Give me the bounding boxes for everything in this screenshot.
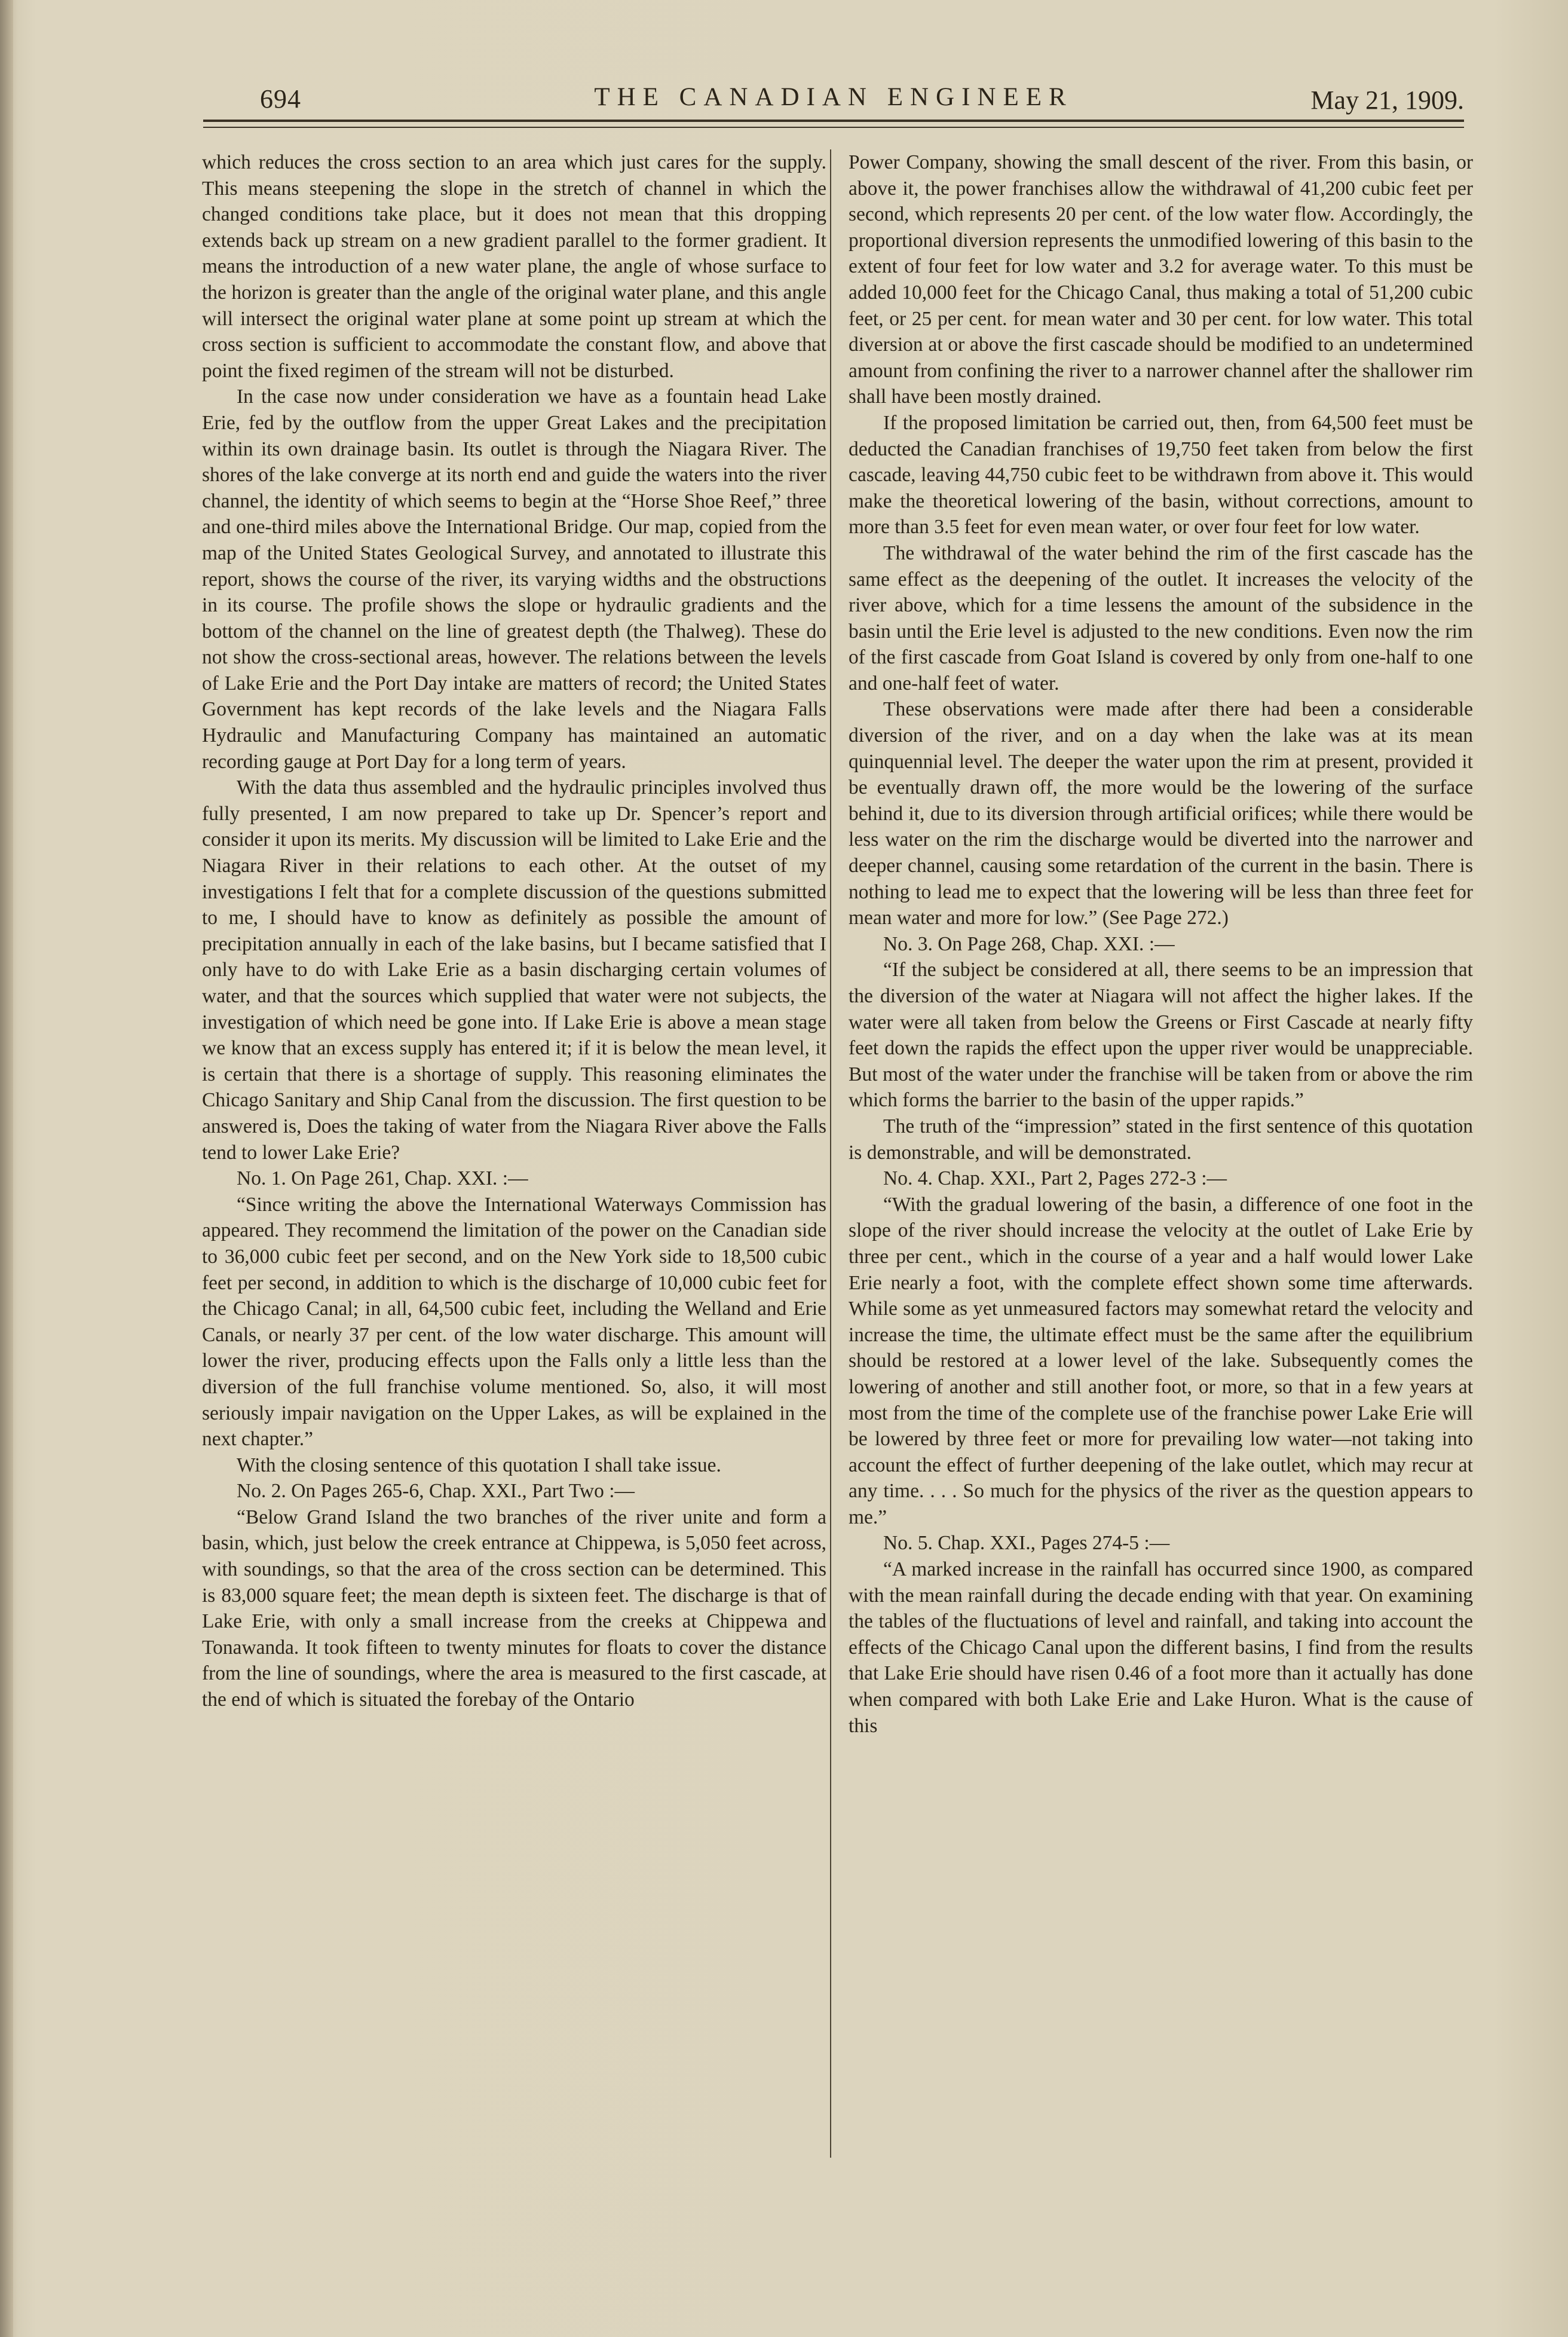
quotation: These observations were made after there had been a considerable diversion of the river, and on a day when the lake was at its mean quinquennial level. The deeper the water upon the rim at present, provided it be eventually drawn off, the more would be the lowering of the surface behind it, due to its diversion through artificial orifices; while there would be less water on the rim the discharge would be diverted into the narrower and deeper channel, causing some retardation of the current in the basin. There is nothing to lead me to expect that the lowering will be less than three feet for mean water and more for low.” (See Page 272.) xyxy=(849,698,1473,929)
paragraph: With the closing sentence of this quotation I shall take issue. xyxy=(237,1454,721,1476)
quotation: “Since writing the above the International Waterways Commission has appeared. They recommend the limitation of the power on the Canadian side to 36,000 cubic feet per second, and on the New York side to 18,500 cubic feet per second, in addition to which is the discharge of 10,000 cubic feet for the Chicago Canal; in all, 64,500 cubic feet, including the Welland and Erie Canals, or nearly 37 per cent. of the low water discharge. This amount will lower the river, producing effects upon the Falls only a little less than the diversion of the full franchise volume mentioned. So, also, it will most seriously impair navigation on the Upper Lakes, as will be explained in the next chapter.” xyxy=(202,1193,826,1451)
page-number: 694 xyxy=(260,84,301,114)
paragraph: which reduces the cross section to an area which just cares for the supply. This means steepening the slope in the stretch of channel in which the changed conditions take place, but it does not mean that this dropping extends back up stream on a new gradient parallel to the former gradient. It means the introduction of a new water plane, the angle of whose surface to the horizon is greater than the angle of the original water plane, and this angle will intersect the original water plane at some point up stream at which the cross section is sufficient to accommodate the constant flow, and above that point the fixed regimen of the stream will not be disturbed. xyxy=(202,151,826,382)
journal-title: THE CANADIAN ENGINEER xyxy=(594,83,1073,111)
paragraph: The truth of the “impression” stated in the first sentence of this quotation is demonstrable, and will be demonstrated. xyxy=(849,1115,1473,1164)
quotation: “A marked increase in the rainfall has occurred since 1900, as compared with the mean rainfall during the decade ending with that year. On examining the tables of the fluctuations of level and rainfall, and taking into account the effects of the Chicago Canal upon the different basins, I find from the results that Lake Erie should have risen 0.46 of a foot more than it actually has done when compared with both Lake Erie and Lake Huron. What is the cause of this xyxy=(849,1558,1473,1737)
section-reference: No. 1. On Page 261, Chap. XXI. :— xyxy=(237,1167,528,1190)
paragraph: With the data thus assembled and the hydraulic principles involved thus fully presented, I am now prepared to take up Dr. Spencer’s report and consider it upon its merits. My discussion will be limited to Lake Erie and the Niagara River in their relations to each other. At the outset of my investigations I felt that for a complete discussion of the questions submitted to me, I should have to know as definitely as possible the amount of precipitation annually in each of the lake basins, but I became satisfied that I only have to do with Lake Erie as a basin discharging certain volumes of water, and that the sources which supplied that water were not subjects, the investigation of which need be gone into. If Lake Erie is above a mean stage we know that an excess supply has entered it; if it is below the mean level, it is certain that there is a shortage of supply. This reasoning eliminates the Chicago Sanitary and Ship Canal from the discussion. The first question to be answered is, Does the taking of water from the Niagara River above the Falls tend to lower Lake Erie? xyxy=(202,776,826,1164)
quotation: “If the subject be considered at all, there seems to be an impression that the diversion of the water at Niagara will not affect the higher lakes. If the water were all taken from below the Greens or First Cascade at nearly fifty feet down the rapids the effect upon the upper river would be unappreciable. But most of the water under the franchise will be taken from or above the rim which forms the barrier to the basin of the upper rapids.” xyxy=(849,959,1473,1112)
quotation: “Below Grand Island the two branches of the river unite and form a basin, which, just below the creek entrance at Chippewa, is 5,050 feet across, with soundings, so that the area of the cross section can be determined. This is 83,000 square feet; the mean depth is sixteen feet. The discharge is that of Lake Erie, with only a small increase from the creeks at Chippewa and Tonawanda. It took fifteen to twenty minutes for floats to cover the distance from the line of soundings, where the area is measured to the first cascade, at the end of which is situated the forebay of the Ontario xyxy=(202,1506,826,1711)
quotation-continued: Power Company, showing the small descent of the river. From this basin, or above it, the power franchises allow the withdrawal of 41,200 cubic feet per second, which represents 20 per cent. of the low water flow. Accordingly, the proportional diversion represents the unmodified lowering of this basin to the extent of four feet for low water and 3.2 for average water. To this must be added 10,000 feet for the Chicago Canal, thus making a total of 51,200 cubic feet, or 25 per cent. for mean water and 30 per cent. for low water. This total diversion at or above the first cascade should be modified to an undetermined amount from confining the river to a narrower channel after the shallower rim shall have been mostly drained. xyxy=(849,151,1473,408)
left-column xyxy=(202,149,826,1713)
issue-date: May 21, 1909. xyxy=(1310,85,1464,115)
right-column xyxy=(849,149,1473,1739)
column-divider xyxy=(830,149,831,2158)
section-reference: No. 2. On Pages 265-6, Chap. XXI., Part Two :— xyxy=(237,1480,635,1503)
header-rule-thick xyxy=(203,120,1464,122)
section-reference: No. 3. On Page 268, Chap. XXI. :— xyxy=(883,932,1175,955)
page-spine-shadow xyxy=(0,0,13,2337)
quotation: If the proposed limitation be carried out, then, from 64,500 feet must be deducted the Canadian franchises of 19,750 feet taken from below the first cascade, leaving 44,750 cubic feet to be withdrawn from above it. This would make the theoretical lowering of the basin, without corrections, amount to more than 3.5 feet for even mean water, or over four feet for low water. xyxy=(849,411,1473,539)
header-rule-thin xyxy=(203,127,1464,128)
paragraph: In the case now under consideration we have as a fountain head Lake Erie, fed by the outflow from the upper Great Lakes and the precipitation within its own drainage basin. Its outlet is through the Niagara River. The shores of the lake converge at its north end and guide the waters into the river channel, the identity of which seems to begin at the “Horse Shoe Reef,” three and one-third miles above the International Bridge. Our map, copied from the map of the United States Geological Survey, and annotated to illustrate this report, shows the course of the river, its varying widths and the obstructions in its course. The profile shows the slope or hydraulic gradients and the bottom of the channel on the line of greatest depth (the Thalweg). These do not show the cross-sectional areas, however. The relations between the levels of Lake Erie and the Port Day intake are matters of record; the United States Government has kept records of the lake levels and the Niagara Falls Hydraulic and Manufacturing Company has maintained an automatic recording gauge at Port Day for a long term of years. xyxy=(202,386,826,773)
section-reference: No. 4. Chap. XXI., Part 2, Pages 272-3 :— xyxy=(883,1167,1227,1190)
section-reference: No. 5. Chap. XXI., Pages 274-5 :— xyxy=(883,1532,1170,1555)
quotation: “With the gradual lowering of the basin, a difference of one foot in the slope of the river should increase the velocity at the outlet of Lake Erie by three per cent., which in the course of a year and a half would lower Lake Erie nearly a foot, with the complete effect shown some time afterwards. While some as yet unmeasured factors may somewhat retard the velocity and increase the time, the ultimate effect must be the same after the equilibrium should be restored at a lower level of the lake. Subsequently comes the lowering of another and still another foot, or more, so that in a few years at most from the time of the complete use of the franchise power Lake Erie will be lowered by three feet or more for prevailing low water—not taking into account the effect of further deepening of the lake outlet, which may recur at any time. . . . So much for the physics of the river as the question appears to me.” xyxy=(849,1193,1473,1528)
quotation: The withdrawal of the water behind the rim of the first cascade has the same effect as the deepening of the outlet. It increases the velocity of the river above, which for a time lessens the amount of the subsidence in the basin until the Erie level is adjusted to the new conditions. Even now the rim of the first cascade from Goat Island is covered by only from one-half to one and one-half feet of water. xyxy=(849,542,1473,695)
running-header xyxy=(203,78,1464,126)
